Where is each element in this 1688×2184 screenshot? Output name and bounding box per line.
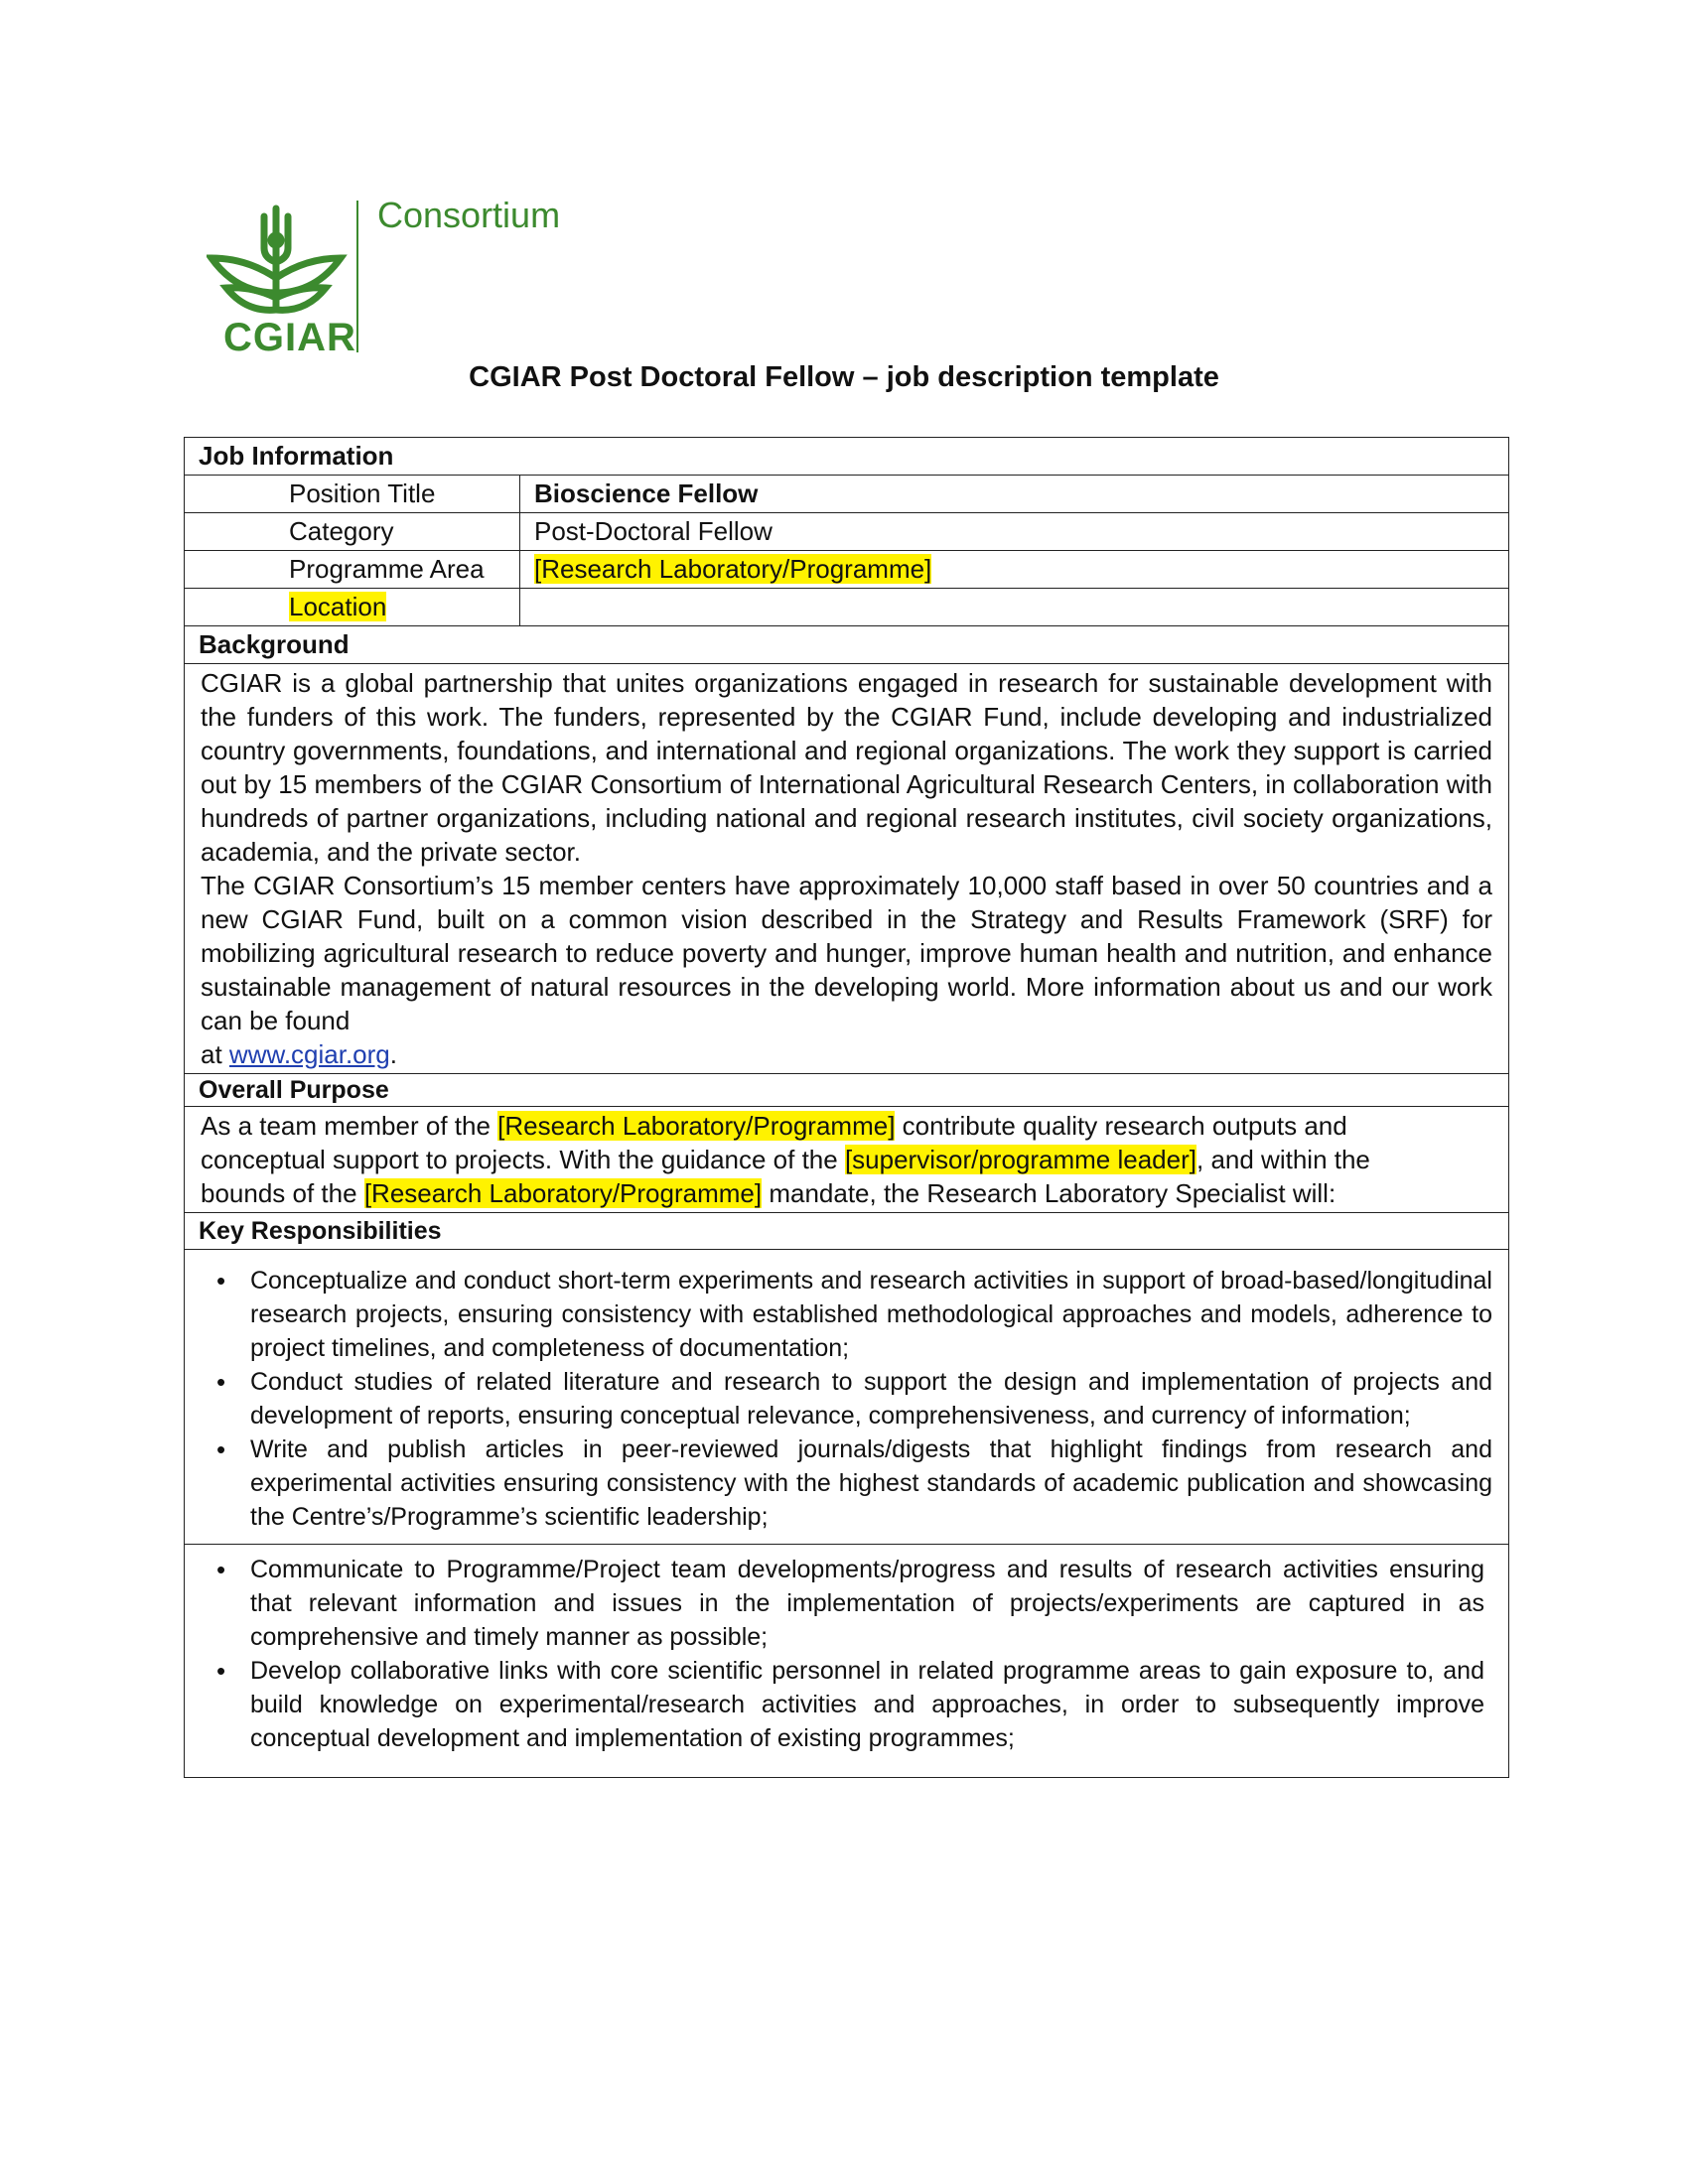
purpose-highlight-1: [Research Laboratory/Programme] [497,1111,896,1141]
location-value [520,589,1509,626]
cgiar-website-link[interactable]: www.cgiar.org [228,1039,390,1069]
position-title-row [185,476,1509,513]
purpose-highlight-3: [Research Laboratory/Programme] [363,1178,763,1208]
location-label: Location [289,592,387,621]
job-description-table [184,437,1509,1778]
purpose-text-1: As a team member of the [201,1111,498,1141]
cgiar-consortium-logo [207,195,584,367]
category-value: Post-Doctoral Fellow [520,513,1509,551]
location-label-cell [185,589,520,626]
background-link-suffix: . [389,1039,397,1069]
background-body [185,664,1509,1074]
job-information-heading: Job Information [185,438,1509,476]
key-responsibilities-group-1-row [185,1250,1509,1545]
overall-purpose-body-row [185,1107,1509,1213]
purpose-text-4: mandate, the Research Laboratory Specialist will: [762,1178,1336,1208]
job-information-header-row [185,438,1509,476]
purpose-text-2: contribute quality research outputs and conceptual support to projects. With the guidance of the [201,1111,1347,1174]
overall-purpose-heading: Overall Purpose [185,1074,1509,1107]
programme-area-label: Programme Area [185,551,520,589]
location-row [185,589,1509,626]
position-title-label: Position Title [185,476,520,513]
background-paragraph-2: The CGIAR Consortium’s 15 member centers have approximately 10,000 staff based in over 50 countries and a new CGIAR Fund, built on a common vision described in the Strategy and Results Framework (SRF) for mobilizing agricultural research to reduce poverty and hunger, improve human health and nutrition, and enhance sustainable management of natural resources in the developing world. More information about us and our work can be found [201,871,1492,1035]
background-paragraph-1: CGIAR is a global partnership that unites organizations engaged in research for sustainable development with the funders of this work. The funders, represented by the CGIAR Fund, include developing and industrialized country governments, foundations, and international and regional organizations. The work they support is carried out by 15 members of the CGIAR Consortium of International Agricultural Research Centers, in collaboration with hundreds of partner organizations, including national and regional research institutes, civil society organizations, academia, and the private sector. [201,668,1492,867]
programme-area-value: [Research Laboratory/Programme] [534,554,932,584]
background-heading: Background [185,626,1509,664]
category-row [185,513,1509,551]
purpose-text-3: , and within the bounds of the [201,1145,1370,1208]
responsibility-item: • Communicate to Programme/Project team developments/progress and results of research activities ensuring that relevant information and issues in the implementation of projects/experiments are captured in as comprehensive and timely manner as possible; [250,1553,1484,1654]
programme-area-row [185,551,1509,589]
category-label: Category [185,513,520,551]
key-responsibilities-group-2-row [185,1545,1509,1778]
purpose-highlight-2: [supervisor/programme leader] [844,1145,1196,1174]
background-link-prefix: at [201,1039,229,1069]
programme-area-cell [520,551,1509,589]
logo-wordmark: CGIAR [223,316,356,359]
responsibility-item: • Write and publish articles in peer-reviewed journals/digests that highlight findings from research and experimental activities ensuring consistency with the highest standards of academic publication and showcasing the Centre’s/Programme’s scientific leadership; [250,1433,1492,1534]
responsibility-item: • Conduct studies of related literature and research to support the design and implementation of projects and development of reports, ensuring conceptual relevance, comprehensiveness, and currency of information; [250,1365,1492,1433]
key-responsibilities-group-1 [185,1250,1509,1545]
responsibility-item: • Develop collaborative links with core scientific personnel in related programme areas to gain exposure to, and build knowledge on experimental/research activities and approaches, in order to subsequently improve conceptual development and implementation of existing programmes; [250,1654,1484,1755]
document-title: CGIAR Post Doctoral Fellow – job description template [469,361,1219,393]
logo-tagline: Consortium [377,195,561,235]
position-title-value: Bioscience Fellow [520,476,1509,513]
overall-purpose-header-row [185,1074,1509,1107]
background-paragraph-2-end [201,1037,1492,1071]
background-header-row [185,626,1509,664]
overall-purpose-body [185,1107,1509,1213]
key-responsibilities-heading: Key Responsibilities [185,1213,1509,1250]
key-responsibilities-header-row [185,1213,1509,1250]
key-responsibilities-group-2 [185,1545,1509,1778]
background-body-row [185,664,1509,1074]
responsibility-item: • Conceptualize and conduct short-term experiments and research activities in support of broad-based/longitudinal research projects, ensuring consistency with established methodological approaches and models, adherence to project timelines, and completeness of documentation; [250,1264,1492,1365]
